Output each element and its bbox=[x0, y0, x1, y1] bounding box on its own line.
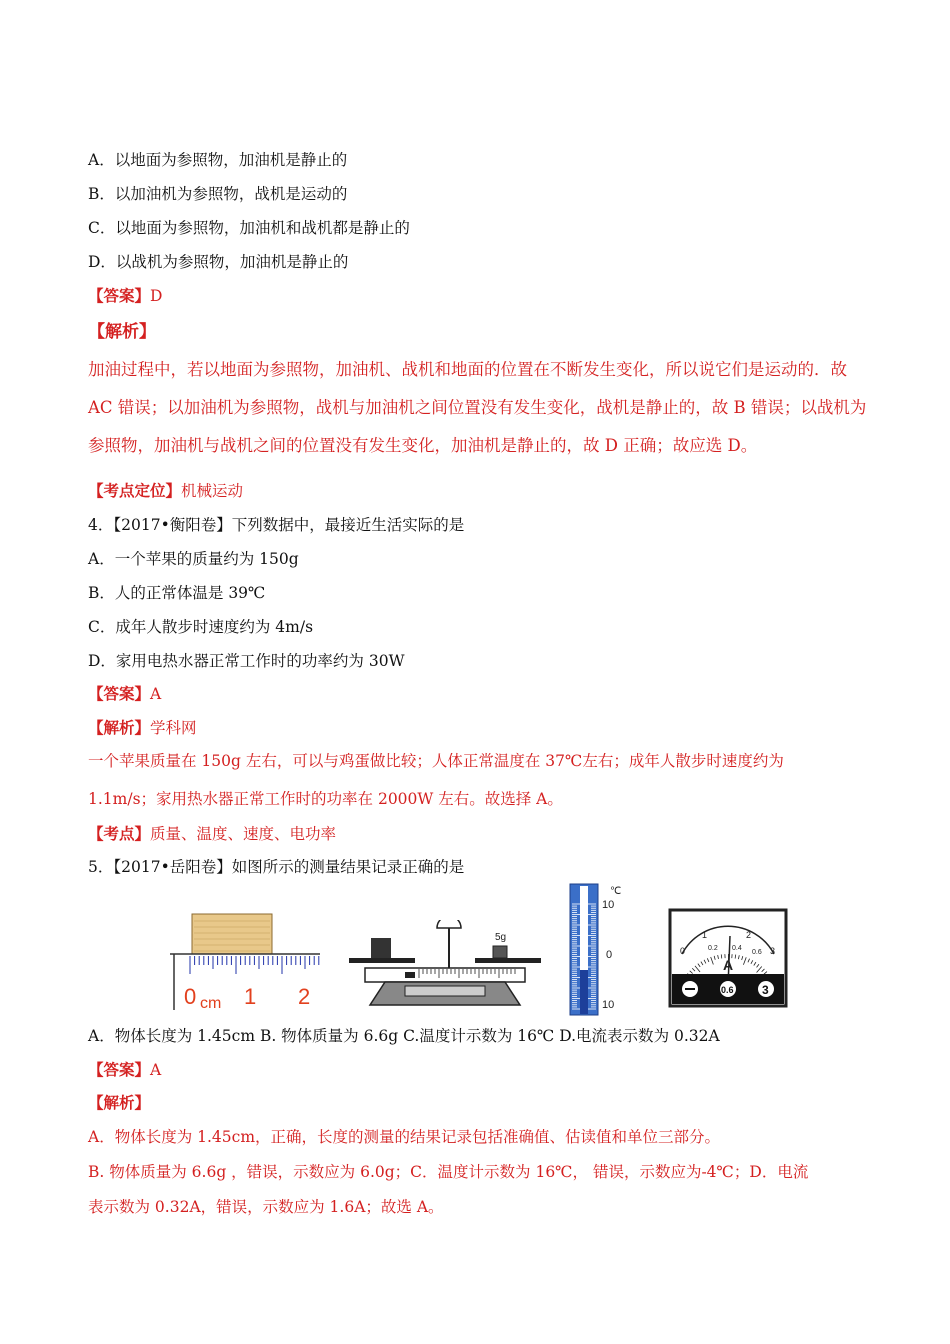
q3-analysis-line-2: AC 错误；以加油机为参照物，战机与加油机之间位置没有发生变化，战机是静止的，故 B 错误；以战机为 bbox=[88, 398, 867, 417]
q4-point bbox=[88, 824, 336, 844]
q5-number: 5． bbox=[88, 858, 114, 876]
thermo-label-bottom: 10 bbox=[602, 999, 615, 1011]
q4-text: 下列数据中，最接近生活实际的是 bbox=[231, 516, 465, 534]
terminal-label-3: 3 bbox=[762, 983, 769, 997]
q4-analysis-line-1: 一个苹果质量在 150g 左右，可以与鸡蛋做比较；人体正常温度在 37℃左右；成年人散步时速度约为 bbox=[88, 752, 784, 770]
q5-analysis-tag: 【解析】 bbox=[88, 1093, 151, 1112]
tick-mark bbox=[721, 954, 722, 958]
answer-tag: 【答案】 bbox=[88, 684, 151, 703]
weight-label: 5g bbox=[495, 932, 507, 943]
analysis-extra: 学科网 bbox=[150, 719, 197, 737]
q4-stem bbox=[88, 515, 464, 535]
terminal-label-06: 0.6 bbox=[721, 985, 734, 995]
thermo-unit: ℃ bbox=[610, 886, 622, 897]
ammeter-label-02: 0.2 bbox=[708, 945, 718, 952]
ammeter-label-06: 0.6 bbox=[752, 949, 762, 956]
thermo-label-zero: 0 bbox=[606, 949, 613, 961]
ammeter-label-1: 1 bbox=[702, 930, 708, 940]
q5-figures bbox=[160, 882, 800, 1017]
answer-tag: 【答案】 bbox=[88, 1060, 151, 1079]
q3-point bbox=[88, 481, 243, 501]
ruler-figure bbox=[170, 912, 320, 1012]
q4-option-b: B．人的正常体温是 39℃ bbox=[88, 584, 266, 602]
q3-option-a: A．以地面为参照物，加油机是静止的 bbox=[88, 151, 348, 169]
balance-object bbox=[371, 938, 391, 958]
ammeter-label-3: 3 bbox=[770, 946, 776, 956]
answer-value: A bbox=[150, 1061, 162, 1079]
ammeter-label-04: 0.4 bbox=[732, 945, 742, 952]
q4-option-c: C．成年人散步时速度约为 4m/s bbox=[88, 618, 314, 636]
q5-analysis-line-1: A．物体长度为 1.45cm，正确，长度的测量的结果记录包括准确值、估读值和单位三部分。 bbox=[88, 1128, 721, 1146]
q5-answer bbox=[88, 1060, 161, 1080]
balance-figure bbox=[345, 920, 545, 1012]
q5-source: 【2017•岳阳卷】 bbox=[113, 858, 232, 876]
q4-answer bbox=[88, 684, 161, 704]
q5-options: A．物体长度为 1.45cm B. 物体质量为 6.6g C.温度计示数为 16℃ D.电流表示数为 0.32A bbox=[88, 1027, 720, 1045]
q4-analysis-line-2: 1.1m/s；家用热水器正常工作时的功率在 2000W 左右。故选择 A。 bbox=[88, 790, 563, 808]
point-value: 质量、温度、速度、电功率 bbox=[150, 825, 337, 843]
q5-text: 如图所示的测量结果记录正确的是 bbox=[231, 858, 465, 876]
q5-analysis-line-3: 表示数为 0.32A，错误，示数应为 1.6A；故选 A。 bbox=[88, 1198, 444, 1216]
thermometer-figure bbox=[568, 882, 628, 1017]
ruler-label-cm: cm bbox=[200, 995, 222, 1012]
q5-analysis-line-2: B. 物体质量为 6.6g ，错误，示数应为 6.0g；C．温度计示数为 16℃， 错误，示数应为-4℃；D．电流 bbox=[88, 1163, 809, 1181]
answer-value: A bbox=[150, 685, 162, 703]
q4-number: 4． bbox=[88, 516, 114, 534]
q3-analysis-line-3: 参照物，加油机与战机之间的位置没有发生变化，加油机是静止的，故 D 正确；故应选 D。 bbox=[88, 436, 758, 455]
q3-analysis-tag: 【解析】 bbox=[88, 322, 156, 342]
point-value: 机械运动 bbox=[181, 482, 244, 500]
ammeter-label-2: 2 bbox=[746, 930, 752, 940]
q3-option-d: D．以战机为参照物，加油机是静止的 bbox=[88, 253, 349, 271]
q5-stem bbox=[88, 857, 464, 877]
ruler-label-0: 0 bbox=[184, 984, 197, 1009]
ammeter-label-0: 0 bbox=[680, 946, 686, 956]
point-tag: 【考点】 bbox=[88, 824, 151, 843]
q3-answer bbox=[88, 286, 162, 306]
q4-option-a: A．一个苹果的质量约为 150g bbox=[88, 550, 299, 568]
q4-option-d: D．家用电热水器正常工作时的功率约为 30W bbox=[88, 652, 405, 670]
q3-analysis-line-1: 加油过程中，若以地面为参照物，加油机、战机和地面的位置在不断发生变化，所以说它们是运动的．故 bbox=[88, 360, 847, 379]
ammeter-figure bbox=[668, 908, 788, 1008]
ruler-label-1: 1 bbox=[244, 984, 257, 1009]
ruler-label-2: 2 bbox=[298, 984, 311, 1009]
ammeter-label-a: A bbox=[723, 957, 734, 973]
answer-tag: 【答案】 bbox=[88, 286, 151, 305]
thermo-label-top: 10 bbox=[602, 899, 615, 911]
ruler-ticks bbox=[190, 956, 319, 974]
point-tag: 【考点定位】 bbox=[88, 481, 182, 500]
answer-value: D bbox=[150, 287, 163, 305]
q3-option-b: B．以加油机为参照物，战机是运动的 bbox=[88, 185, 348, 203]
q3-option-c: C．以地面为参照物，加油机和战机都是静止的 bbox=[88, 219, 410, 237]
balance-beam bbox=[365, 968, 525, 982]
q4-source: 【2017•衡阳卷】 bbox=[113, 516, 232, 534]
q4-analysis-head bbox=[88, 718, 197, 738]
analysis-tag: 【解析】 bbox=[88, 718, 151, 737]
